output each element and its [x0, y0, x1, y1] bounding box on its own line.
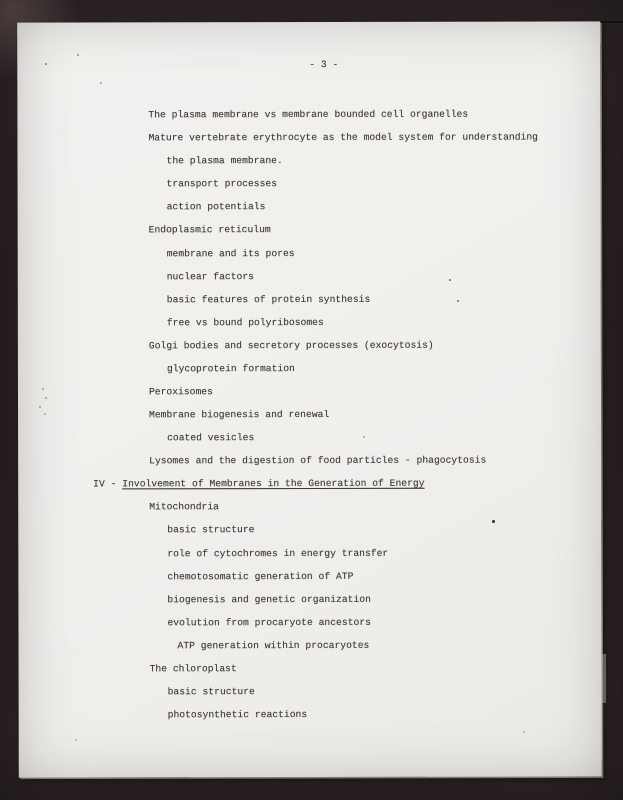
- scan-speck: [75, 739, 77, 741]
- outline-line: nuclear factors: [166, 270, 254, 282]
- section-number-prefix: IV -: [93, 478, 123, 490]
- outline-line: chemotosomatic generation of ATP: [167, 570, 354, 582]
- outline-line: coated vesicles: [167, 432, 255, 444]
- outline-line: Peroxisomes: [148, 386, 213, 398]
- outline-line: Membrane biogenesis and renewal: [149, 408, 330, 421]
- outline-line: The chloroplast: [149, 663, 237, 675]
- outline-line: Mature vertebrate erythrocyte as the model system for understanding: [148, 131, 538, 144]
- outline-line: basic structure: [167, 524, 255, 536]
- outline-line: membrane and its pores: [166, 247, 295, 259]
- document-page: [17, 21, 602, 777]
- outline-section-heading: [93, 478, 424, 491]
- scan-speck: [77, 54, 79, 56]
- outline-line: the plasma membrane.: [166, 155, 283, 167]
- outline-line: evolution from procaryote ancestors: [167, 616, 371, 629]
- outline-line: basic features of protein synthesis: [166, 293, 371, 305]
- outline-line: glycoprotein formation: [166, 362, 295, 375]
- scan-speck: [42, 388, 44, 390]
- outline-line: Golgi bodies and secretory processes (exocytosis): [148, 339, 434, 352]
- scan-speck: [492, 520, 495, 523]
- scan-speck: [363, 436, 365, 438]
- scan-speck: [45, 397, 47, 399]
- outline-line: Lysomes and the digestion of food particles - phagocytosis: [149, 454, 487, 467]
- outline-line: ATP generation within procaryotes: [177, 639, 370, 652]
- outline-line: basic structure: [167, 686, 255, 698]
- scan-speck: [457, 300, 459, 302]
- outline-line: The plasma membrane vs membrane bounded cell organelles: [148, 108, 469, 121]
- scan-speck: [44, 413, 46, 415]
- outline-line: photosynthetic reactions: [167, 709, 308, 721]
- scan-speck: [100, 82, 102, 84]
- outline-line: Endoplasmic reticulum: [148, 224, 271, 236]
- outline-line: action potentials: [166, 201, 266, 213]
- scan-speck: [449, 279, 451, 281]
- outline-line: biogenesis and genetic organization: [167, 593, 371, 605]
- section-title-underlined: Involvement of Membranes in the Generation of Energy: [122, 478, 425, 490]
- scan-speck: [39, 406, 41, 408]
- outline-line: free vs bound polyribosomes: [166, 316, 324, 328]
- outline-line: transport processes: [166, 178, 278, 190]
- scan-speck: [45, 63, 47, 65]
- page-number: - 3 -: [309, 58, 339, 70]
- outline-line: role of cytochromes in energy transfer: [167, 547, 389, 559]
- outline-line: Mitochondria: [149, 501, 220, 513]
